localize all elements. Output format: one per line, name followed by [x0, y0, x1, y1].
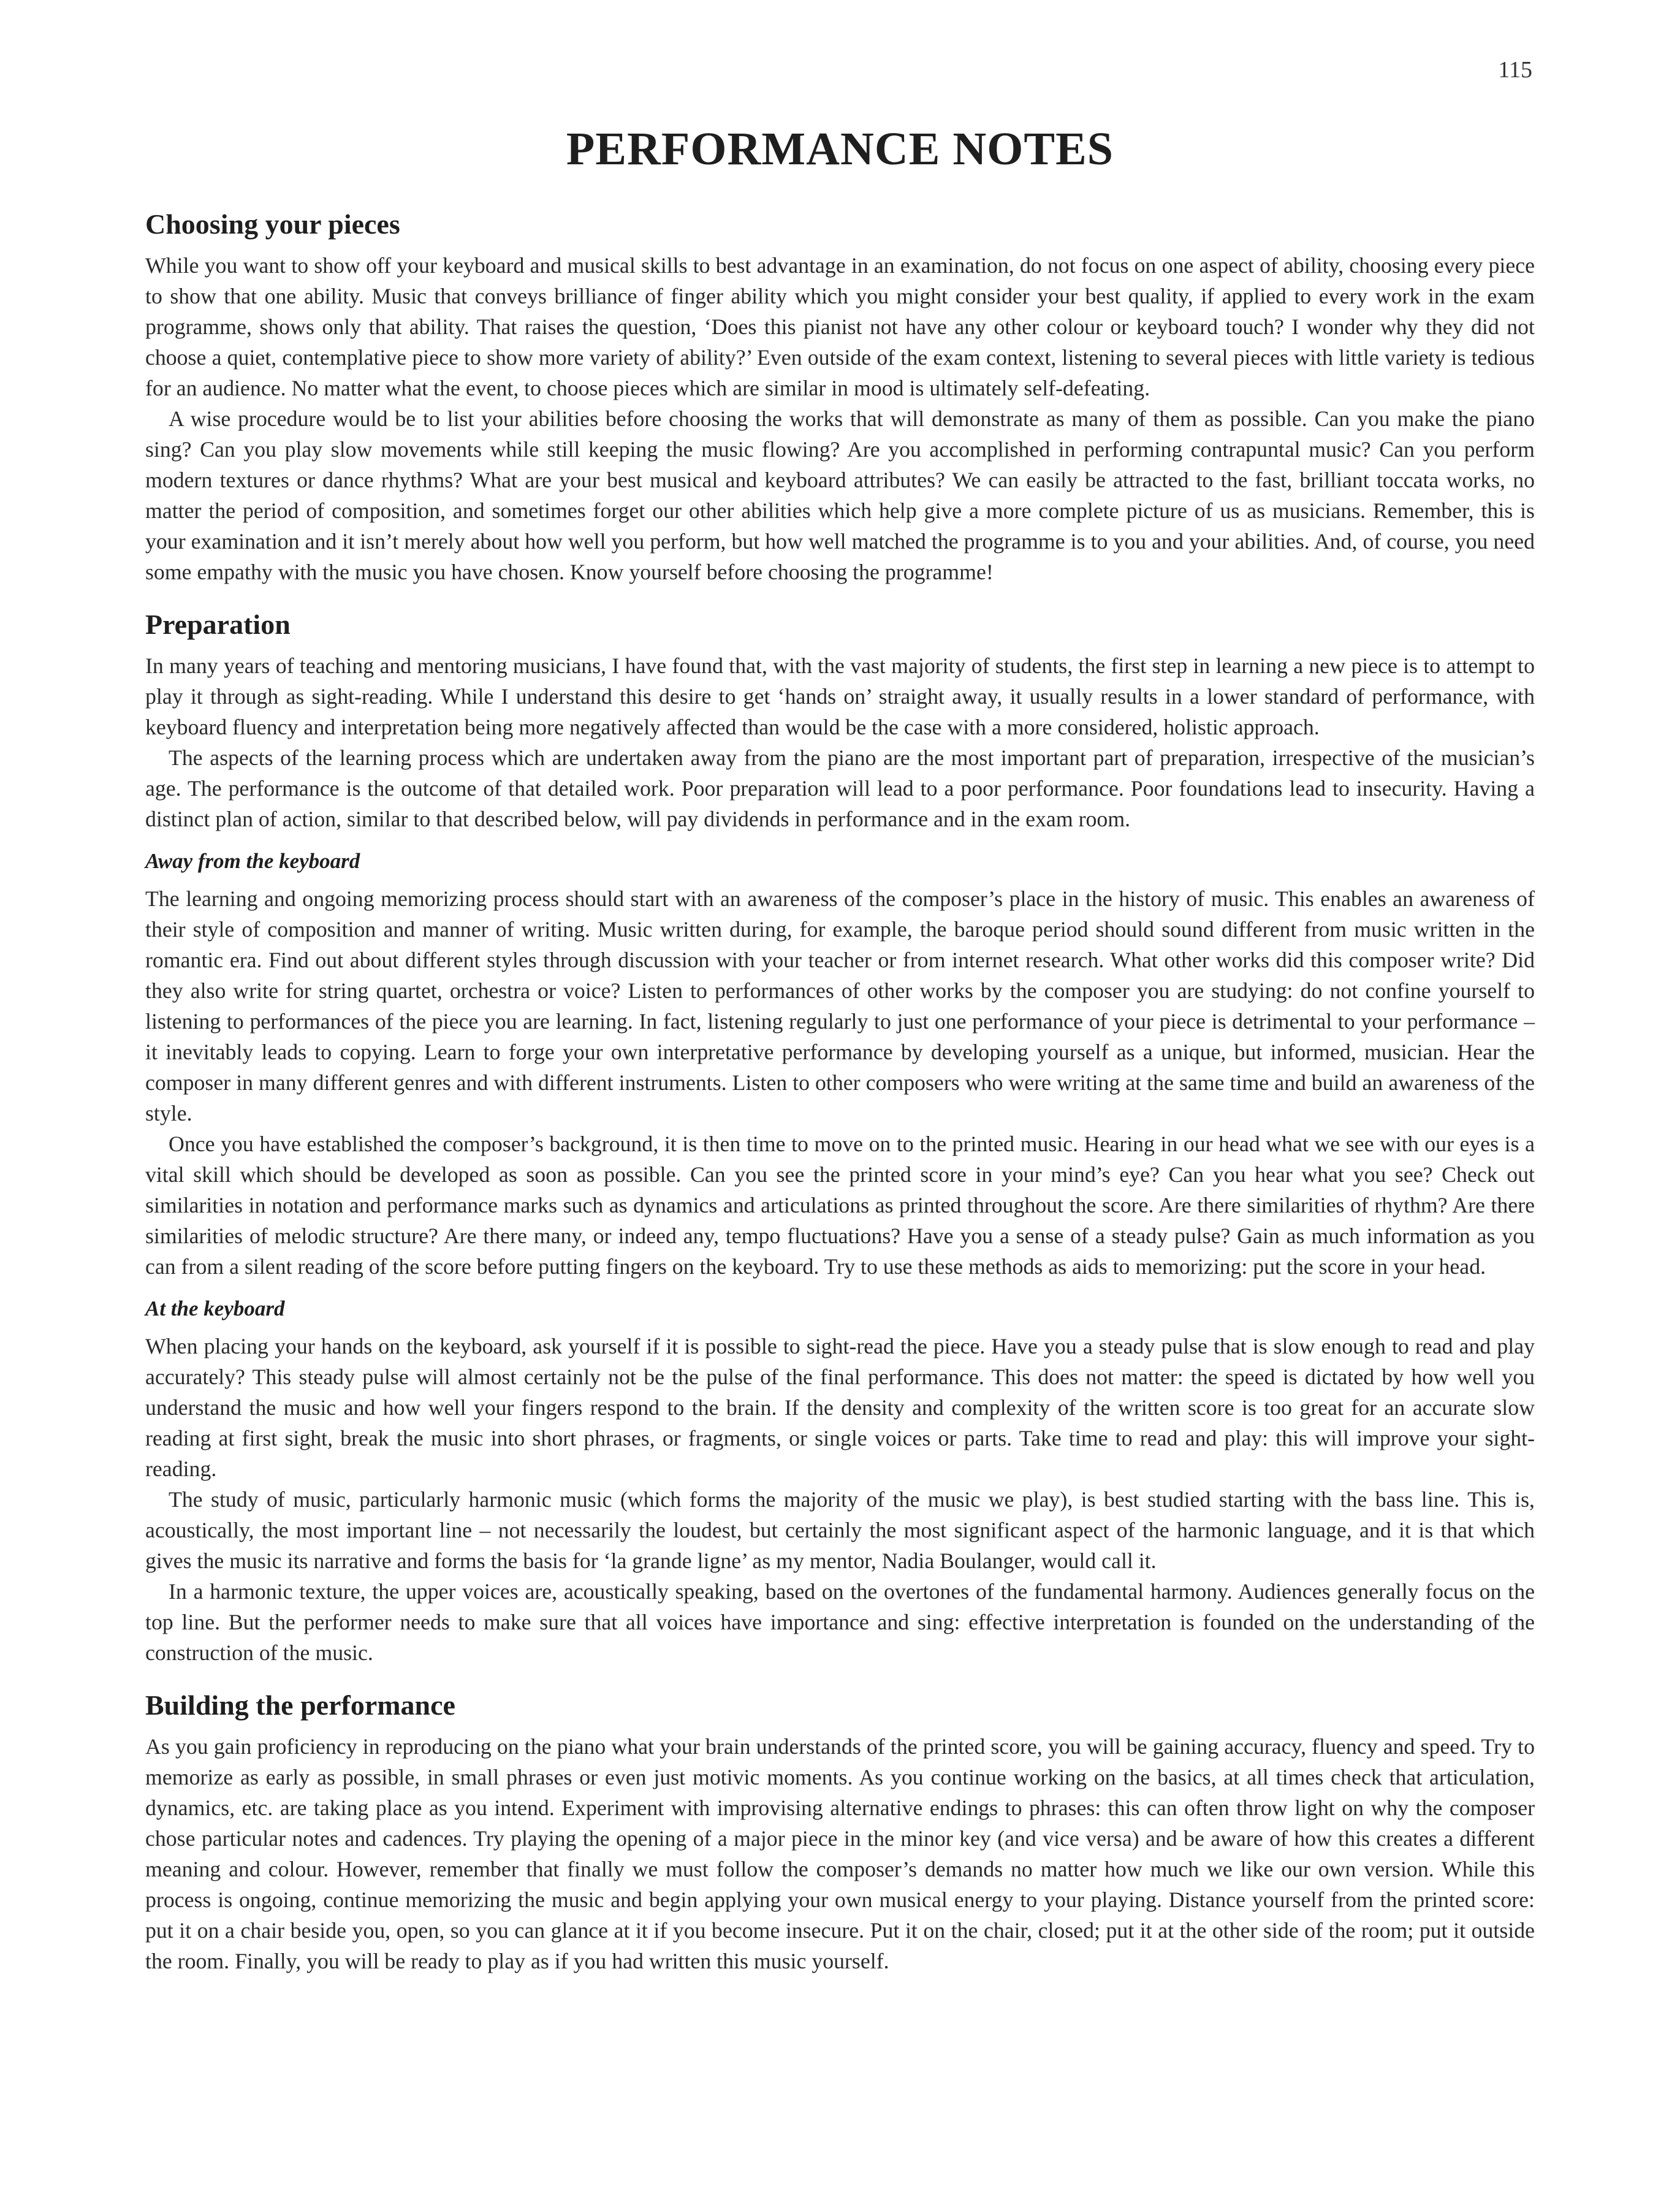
section-heading-preparation: Preparation: [145, 609, 291, 640]
paragraph: As you gain proficiency in reproducing on the piano what your brain understands of the printed score, you will be gaining accuracy, fluency and speed. Try to memorize as early as possible, in small phrases or even just motivic moments. As you continue working on the basics, at all times check that articulation, dynamics, etc. are taking place as you intend. Experiment with improvising alternative endings to phrases: this can often throw light on why the composer chose particular notes and cadences. Try playing the opening of a major piece in the minor key (and vice versa) and be aware of how this creates a different meaning and colour. However, remember that finally we must follow the composer’s demands no matter how much we like our own version. While this process is ongoing, continue memorizing the music and begin applying your own musical energy to your playing. Distance yourself from the printed score: put it on a chair beside you, open, so you can glance at it if you become insecure. Put it on the chair, closed; put it at the other side of the room; put it outside the room. Finally, you will be ready to play as if you had written this music yourself.: [145, 1734, 1535, 1973]
page-content: [145, 123, 1535, 1976]
page-number: 115: [1498, 57, 1532, 83]
subsection-heading-at: At the keyboard: [145, 1297, 285, 1320]
page-title: PERFORMANCE NOTES: [566, 123, 1114, 175]
section-heading-building: Building the performance: [145, 1689, 455, 1721]
paragraph: While you want to show off your keyboard and musical skills to best advantage in an examination, do not focus on one aspect of ability, choosing every piece to show that one ability. Music that conveys brilliance of finger ability which you might consider your best quality, if applied to every work in the exam programme, shows only that ability. That raises the question, ‘Does this pianist not have any other colour or keyboard touch? I wonder why they did not choose a quiet, contemplative piece to show more variety of ability?’ Even outside of the exam context, listening to several pieces with little variety is tedious for an audience. No matter what the event, to choose pieces which are similar in mood is ultimately self-defeating.: [145, 253, 1535, 400]
paragraph: A wise procedure would be to list your abilities before choosing the works that will demonstrate as many of them as possible. Can you make the piano sing? Can you play slow movements while still keeping the music flowing? Are you accomplished in performing contrapuntal music? Can you perform modern textures or dance rhythms? What are your best musical and keyboard attributes? We can easily be attracted to the fast, brilliant toccata works, no matter the period of composition, and sometimes forget our other abilities which help give a more complete picture of us as musicians. Remember, this is your examination and it isn’t merely about how well you perform, but how well matched the programme is to you and your abilities. And, of course, you need some empathy with the music you have chosen. Know yourself before choosing the programme!: [145, 406, 1535, 584]
subsection-heading-away: Away from the keyboard: [145, 849, 360, 873]
paragraph: Once you have established the composer’s background, it is then time to move on to the printed music. Hearing in our head what we see with our eyes is a vital skill which should be developed as soon as possible. Can you see the printed score in your mind’s eye? Can you hear what you see? Check out similarities in notation and performance marks such as dynamics and articulations as printed throughout the score. Are there similarities of rhythm? Are there similarities of melodic structure? Are there many, or indeed any, tempo fluctuations? Have you a sense of a steady pulse? Gain as much information as you can from a silent reading of the score before putting fingers on the keyboard. Try to use these methods as aids to memorizing: put the score in your head.: [145, 1132, 1535, 1279]
section-heading-choosing: Choosing your pieces: [145, 208, 400, 240]
paragraph: The learning and ongoing memorizing process should start with an awareness of the composer’s place in the history of music. This enables an awareness of their style of composition and manner of writing. Music written during, for example, the baroque period should sound different from music written in the romantic era. Find out about different styles through discussion with your teacher or from internet research. What other works did this composer write? Did they also write for string quartet, orchestra or voice? Listen to performances of other works by the composer you are studying: do not confine yourself to listening to performances of the piece you are learning. In fact, listening regularly to just one performance of your piece is detrimental to your performance – it inevitably leads to copying. Learn to forge your own interpretative performance by developing yourself as a unique, but informed, musician. Hear the composer in many different genres and with different instruments. Listen to other composers who were writing at the same time and build an awareness of the style.: [145, 886, 1535, 1126]
paragraph: The study of music, particularly harmonic music (which forms the majority of the music we play), is best studied starting with the bass line. This is, acoustically, the most important line – not necessarily the loudest, but certainly the most significant aspect of the harmonic language, and it is that which gives the music its narrative and forms the basis for ‘la grande ligne’ as my mentor, Nadia Boulanger, would call it.: [145, 1487, 1535, 1573]
paragraph: In a harmonic texture, the upper voices are, acoustically speaking, based on the overtones of the fundamental harmony. Audiences generally focus on the top line. But the performer needs to make sure that all voices have importance and sing: effective interpretation is founded on the understanding of the construction of the music.: [145, 1579, 1535, 1665]
paragraph: When placing your hands on the keyboard, ask yourself if it is possible to sight-read the piece. Have you a steady pulse that is slow enough to read and play accurately? This steady pulse will almost certainly not be the pulse of the final performance. This does not matter: the speed is dictated by how well you understand the music and how well your fingers respond to the brain. If the density and complexity of the written score is too great for an accurate slow reading at first sight, break the music into short phrases, or fragments, or single voices or parts. Take time to read and play: this will improve your sight-reading.: [145, 1334, 1535, 1481]
paragraph: The aspects of the learning process which are undertaken away from the piano are the most important part of preparation, irrespective of the musician’s age. The performance is the outcome of that detailed work. Poor preparation will lead to a poor performance. Poor foundations lead to insecurity. Having a distinct plan of action, similar to that described below, will pay dividends in performance and in the exam room.: [145, 745, 1535, 831]
paragraph: In many years of teaching and mentoring musicians, I have found that, with the vast majority of students, the first step in learning a new piece is to attempt to play it through as sight-reading. While I understand this desire to get ‘hands on’ straight away, it usually results in a lower standard of performance, with keyboard fluency and interpretation being more negatively affected than would be the case with a more considered, holistic approach.: [145, 653, 1535, 739]
